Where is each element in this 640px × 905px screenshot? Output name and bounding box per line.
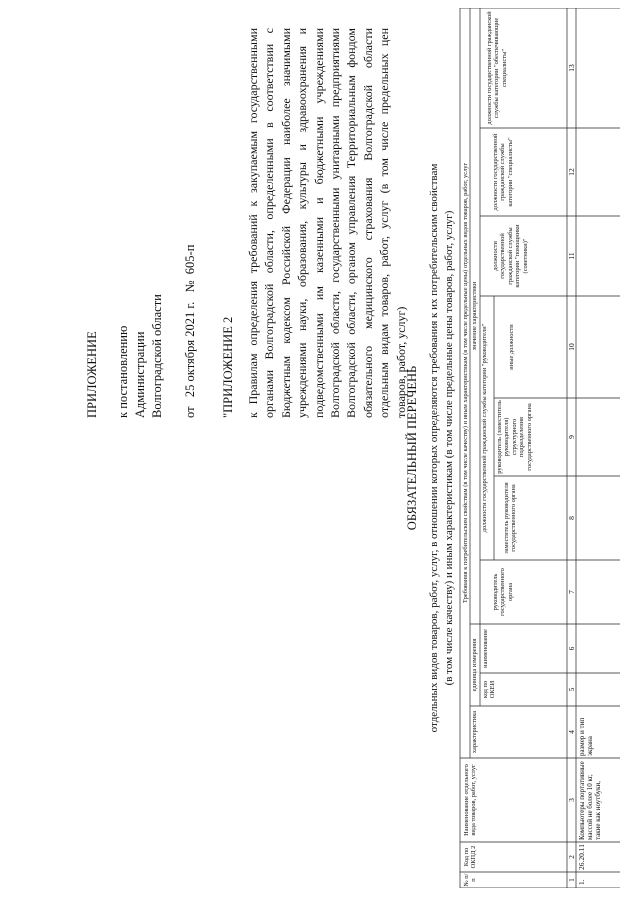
th-deputy-head: заместитель руководителя государственного органа <box>503 482 518 554</box>
appendix-title: ПРИЛОЖЕНИЕ <box>85 331 99 418</box>
th-unit-name: наименование <box>482 629 489 668</box>
colnum-11: 11 <box>567 252 576 260</box>
resolution-date-line: от 25 октября 2021 г. № 605-п <box>183 244 197 418</box>
appendix2-text: к Правилам определения требований к закупаемым государственными органами Волгоградской области, определенными в соответствии с Бюджетным кодексом Российской Федерации наиболее значимыми учреждениями науки, образования, культуры и здравоохранения и подведомственными им казенными и бюджетными учреждениями Волгоградской области, государственными унитарными предприятиями Волгоградской области, органом управления Территориальным фондом обязательного медицинского страхования Волгоградской области отдельным видам товаров, работ, услуг (в том числе предельных цен товаров, работ, услуг) <box>246 28 408 418</box>
rotated-content <box>20 8 620 888</box>
colnum-12: 12 <box>567 168 576 176</box>
colnum-5: 5 <box>567 687 576 692</box>
list-subtitle-2: (в том числе качеству) и иным характеристикам (в том числе предельные цены товаров, работ, услуг) <box>443 210 455 686</box>
row1-code: 26.20.11 <box>577 844 586 870</box>
th-requirements-group: Требования к потребительским свойствам (в том числе качеству) и иным характеристикам (в том числе предельные цены) отдельных видов товаров, работ, услуг <box>462 162 469 604</box>
resolution-number: 605-п <box>183 244 197 275</box>
colnum-6: 6 <box>567 646 576 651</box>
colnum-4: 4 <box>567 730 576 734</box>
th-assistants: должности государственной гражданской службы категории "помощники (советники)" <box>492 224 529 288</box>
colnum-2: 2 <box>567 855 576 859</box>
row1-no: 1. <box>577 879 586 885</box>
colnum-13: 13 <box>567 64 576 72</box>
list-subtitle-1: отдельных видов товаров, работ, услуг, в отношении которых определяются требования к их потребительским свойствам <box>428 163 440 733</box>
colnum-9: 9 <box>567 435 576 439</box>
header-line-1: к постановлению <box>116 325 130 418</box>
colnum-1: 1 <box>567 878 576 882</box>
header-line-2: Администрации <box>133 331 147 418</box>
colnum-3: 3 <box>567 798 576 802</box>
th-item-name: Наименование отдельного вида товаров, работ, услуг <box>463 764 478 836</box>
th-structural-head: руководитель (заместитель руководителя) структурного подразделения государственного органа <box>496 400 533 474</box>
colnum-7: 7 <box>567 590 576 594</box>
th-unit-code: код по ОКЕИ <box>482 680 497 699</box>
colnum-10: 10 <box>567 343 576 351</box>
resolution-date: 25 октября 2021 г. <box>183 301 197 398</box>
th-unit-group: единица измерения <box>471 638 478 692</box>
th-okpd-code: Код по ОКПД 2 <box>463 845 478 869</box>
th-support-specialists: должности государственной гражданской службы категории "обеспечивающие специалисты" <box>486 11 508 125</box>
th-head-of-body: руководитель государственного органа <box>492 568 514 616</box>
th-no: № п/п <box>463 873 478 887</box>
th-specialists: должности государственной гражданской службы категории "специалисты" <box>492 133 514 211</box>
row1-characteristic: размер и тип экрана <box>578 717 595 756</box>
th-value-group: значение характеристики <box>471 281 478 351</box>
th-other-positions: иные должности <box>508 324 515 370</box>
header-line-3: Волгоградской области <box>150 294 164 418</box>
th-characteristic: характеристика <box>471 710 478 754</box>
appendix2-title: "ПРИЛОЖЕНИЕ 2 <box>221 316 235 418</box>
colnum-8: 8 <box>567 516 576 520</box>
th-civil-service-heads: должности государственной гражданской службы категории "руководители" <box>481 323 488 533</box>
list-title: ОБЯЗАТЕЛЬНЫЙ ПЕРЕЧЕНЬ <box>405 365 419 531</box>
row1-name: Компьютеры портативные массой не более 10 кг, такие как ноутбуки, <box>578 761 603 840</box>
